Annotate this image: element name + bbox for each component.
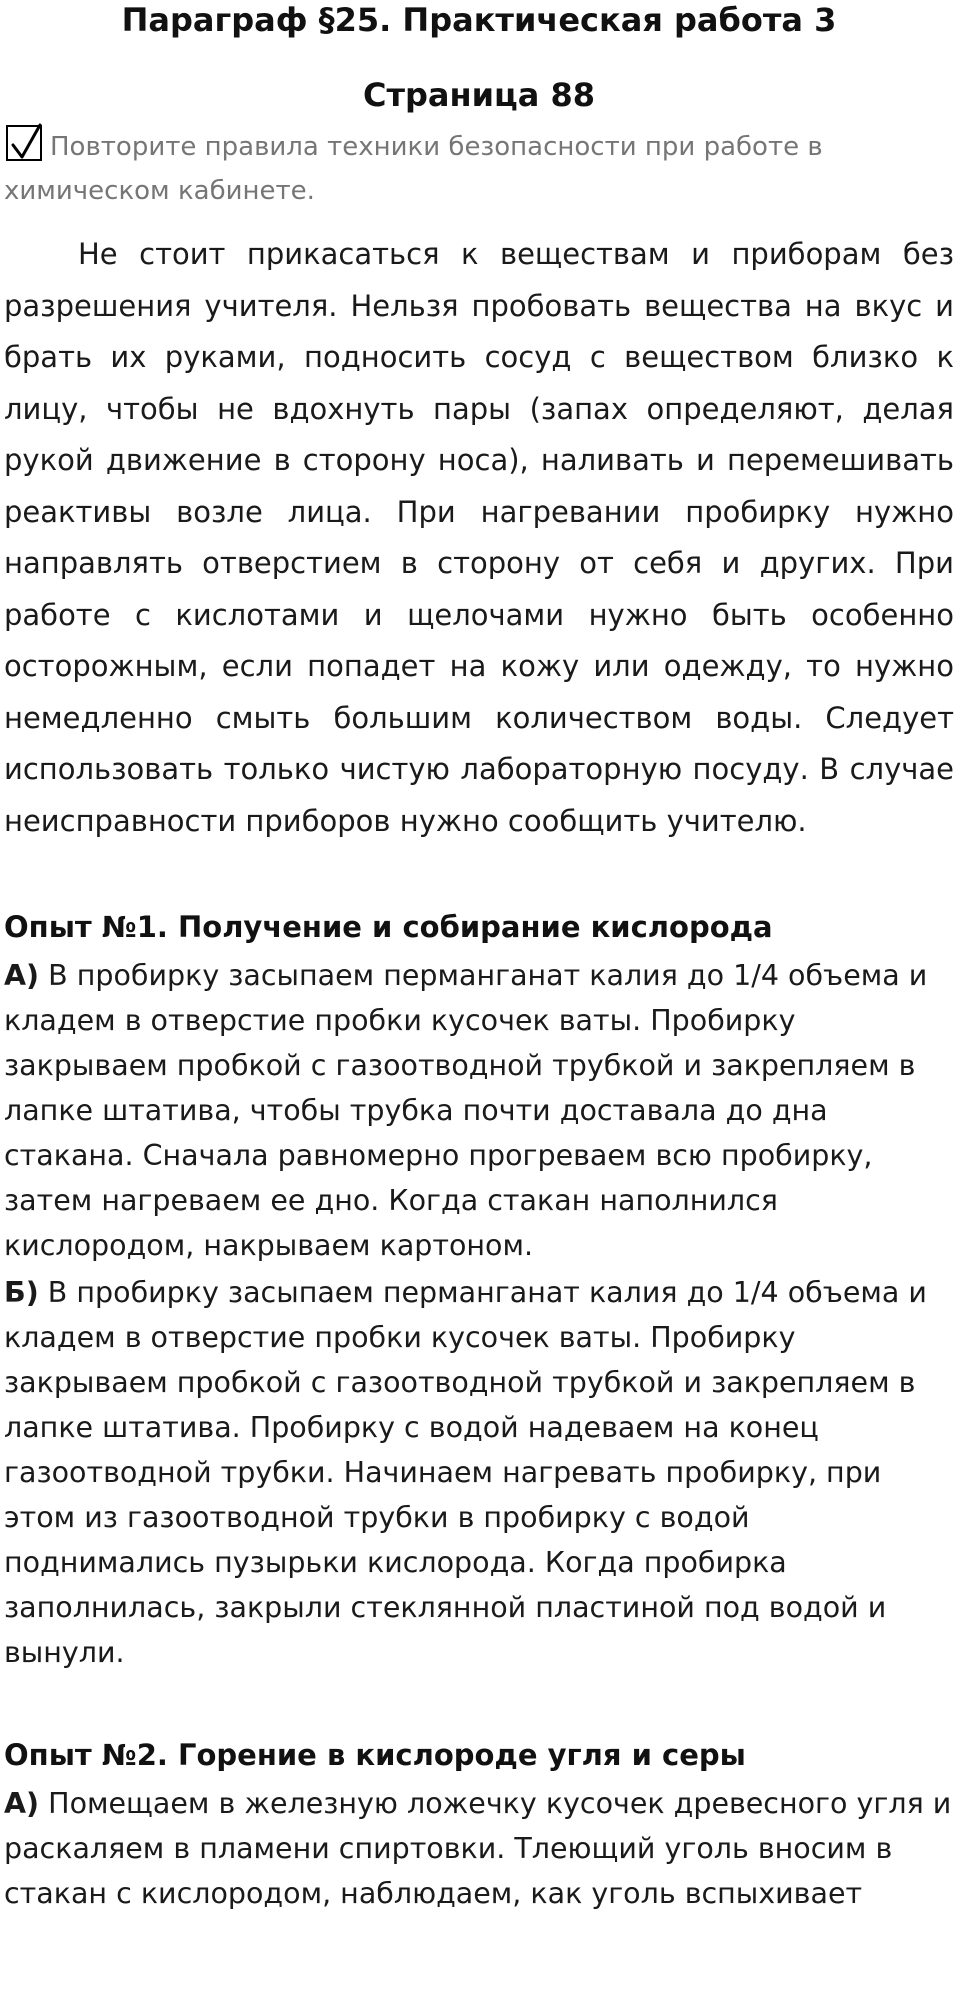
experiment-2 — [4, 1735, 954, 1916]
step-label: А) — [4, 959, 40, 992]
page-title: Параграф §25. Практическая работа 3 — [121, 1, 837, 39]
task-text: Повторите правила техники безопасности при работе в химическом кабинете. — [4, 132, 823, 206]
experiment-step — [4, 953, 954, 1268]
check-mark-icon — [10, 123, 44, 161]
experiment-1 — [4, 907, 954, 1675]
step-text: В пробирку засыпаем перманганат калия до 1/4 объема и кладем в отверстие пробки кусочек ваты. Пробирку закрываем пробкой с газоотводной трубкой и закрепляем в лапке штатива. Пробирку с водой надеваем на конец газоотводной трубки. Начинаем нагревать пробирку, при этом из газоотводной трубки в пробирку с водой поднимались пузырьки кислорода. Когда пробирка заполнилась, закрыли стеклянной пластиной под водой и вынули. — [4, 1276, 927, 1669]
experiment-heading: Опыт №1. Получение и собирание кислорода — [4, 910, 773, 944]
experiment-step — [4, 1781, 954, 1916]
task-instruction — [4, 125, 954, 213]
experiment-step — [4, 1270, 954, 1675]
experiment-heading: Опыт №2. Горение в кислороде угля и серы — [4, 1738, 746, 1772]
checkbox-checked-icon — [6, 125, 42, 161]
step-label: А) — [4, 1787, 40, 1820]
page-number: Страница 88 — [362, 76, 596, 114]
step-text: В пробирку засыпаем перманганат калия до 1/4 объема и кладем в отверстие пробки кусочек ваты. Пробирку закрываем пробкой с газоотводной трубкой и закрепляем в лапке штатива, чтобы трубка почти доставала до дна стакана. Сначала равномерно прогреваем всю пробирку, затем нагреваем ее дно. Когда стакан наполнился кислородом, накрываем картоном. — [4, 959, 928, 1262]
step-text: Помещаем в железную ложечку кусочек древесного угля и раскаляем в пламени спиртовки. Тлеющий уголь вносим в стакан с кислородом, наблюдаем, как уголь вспыхивает — [4, 1787, 952, 1910]
answer-paragraph: Не стоит прикасаться к веществам и приборам без разрешения учителя. Нельзя пробовать вещества на вкус и брать их руками, подносить сосуд с веществом близко к лицу, чтобы не вдохнуть пары (запах определяют, делая рукой движение в сторону носа), наливать и перемешивать реактивы возле лица. При нагревании пробирку нужно направлять отверстием в сторону от себя и других. При работе с кислотами и щелочами нужно быть особенно осторожным, если попадет на кожу или одежду, то нужно немедленно смыть большим количеством воды. Следует использовать только чистую лабораторную посуду. В случае неисправности приборов нужно сообщить учителю. — [4, 237, 954, 838]
step-label: Б) — [4, 1276, 39, 1309]
